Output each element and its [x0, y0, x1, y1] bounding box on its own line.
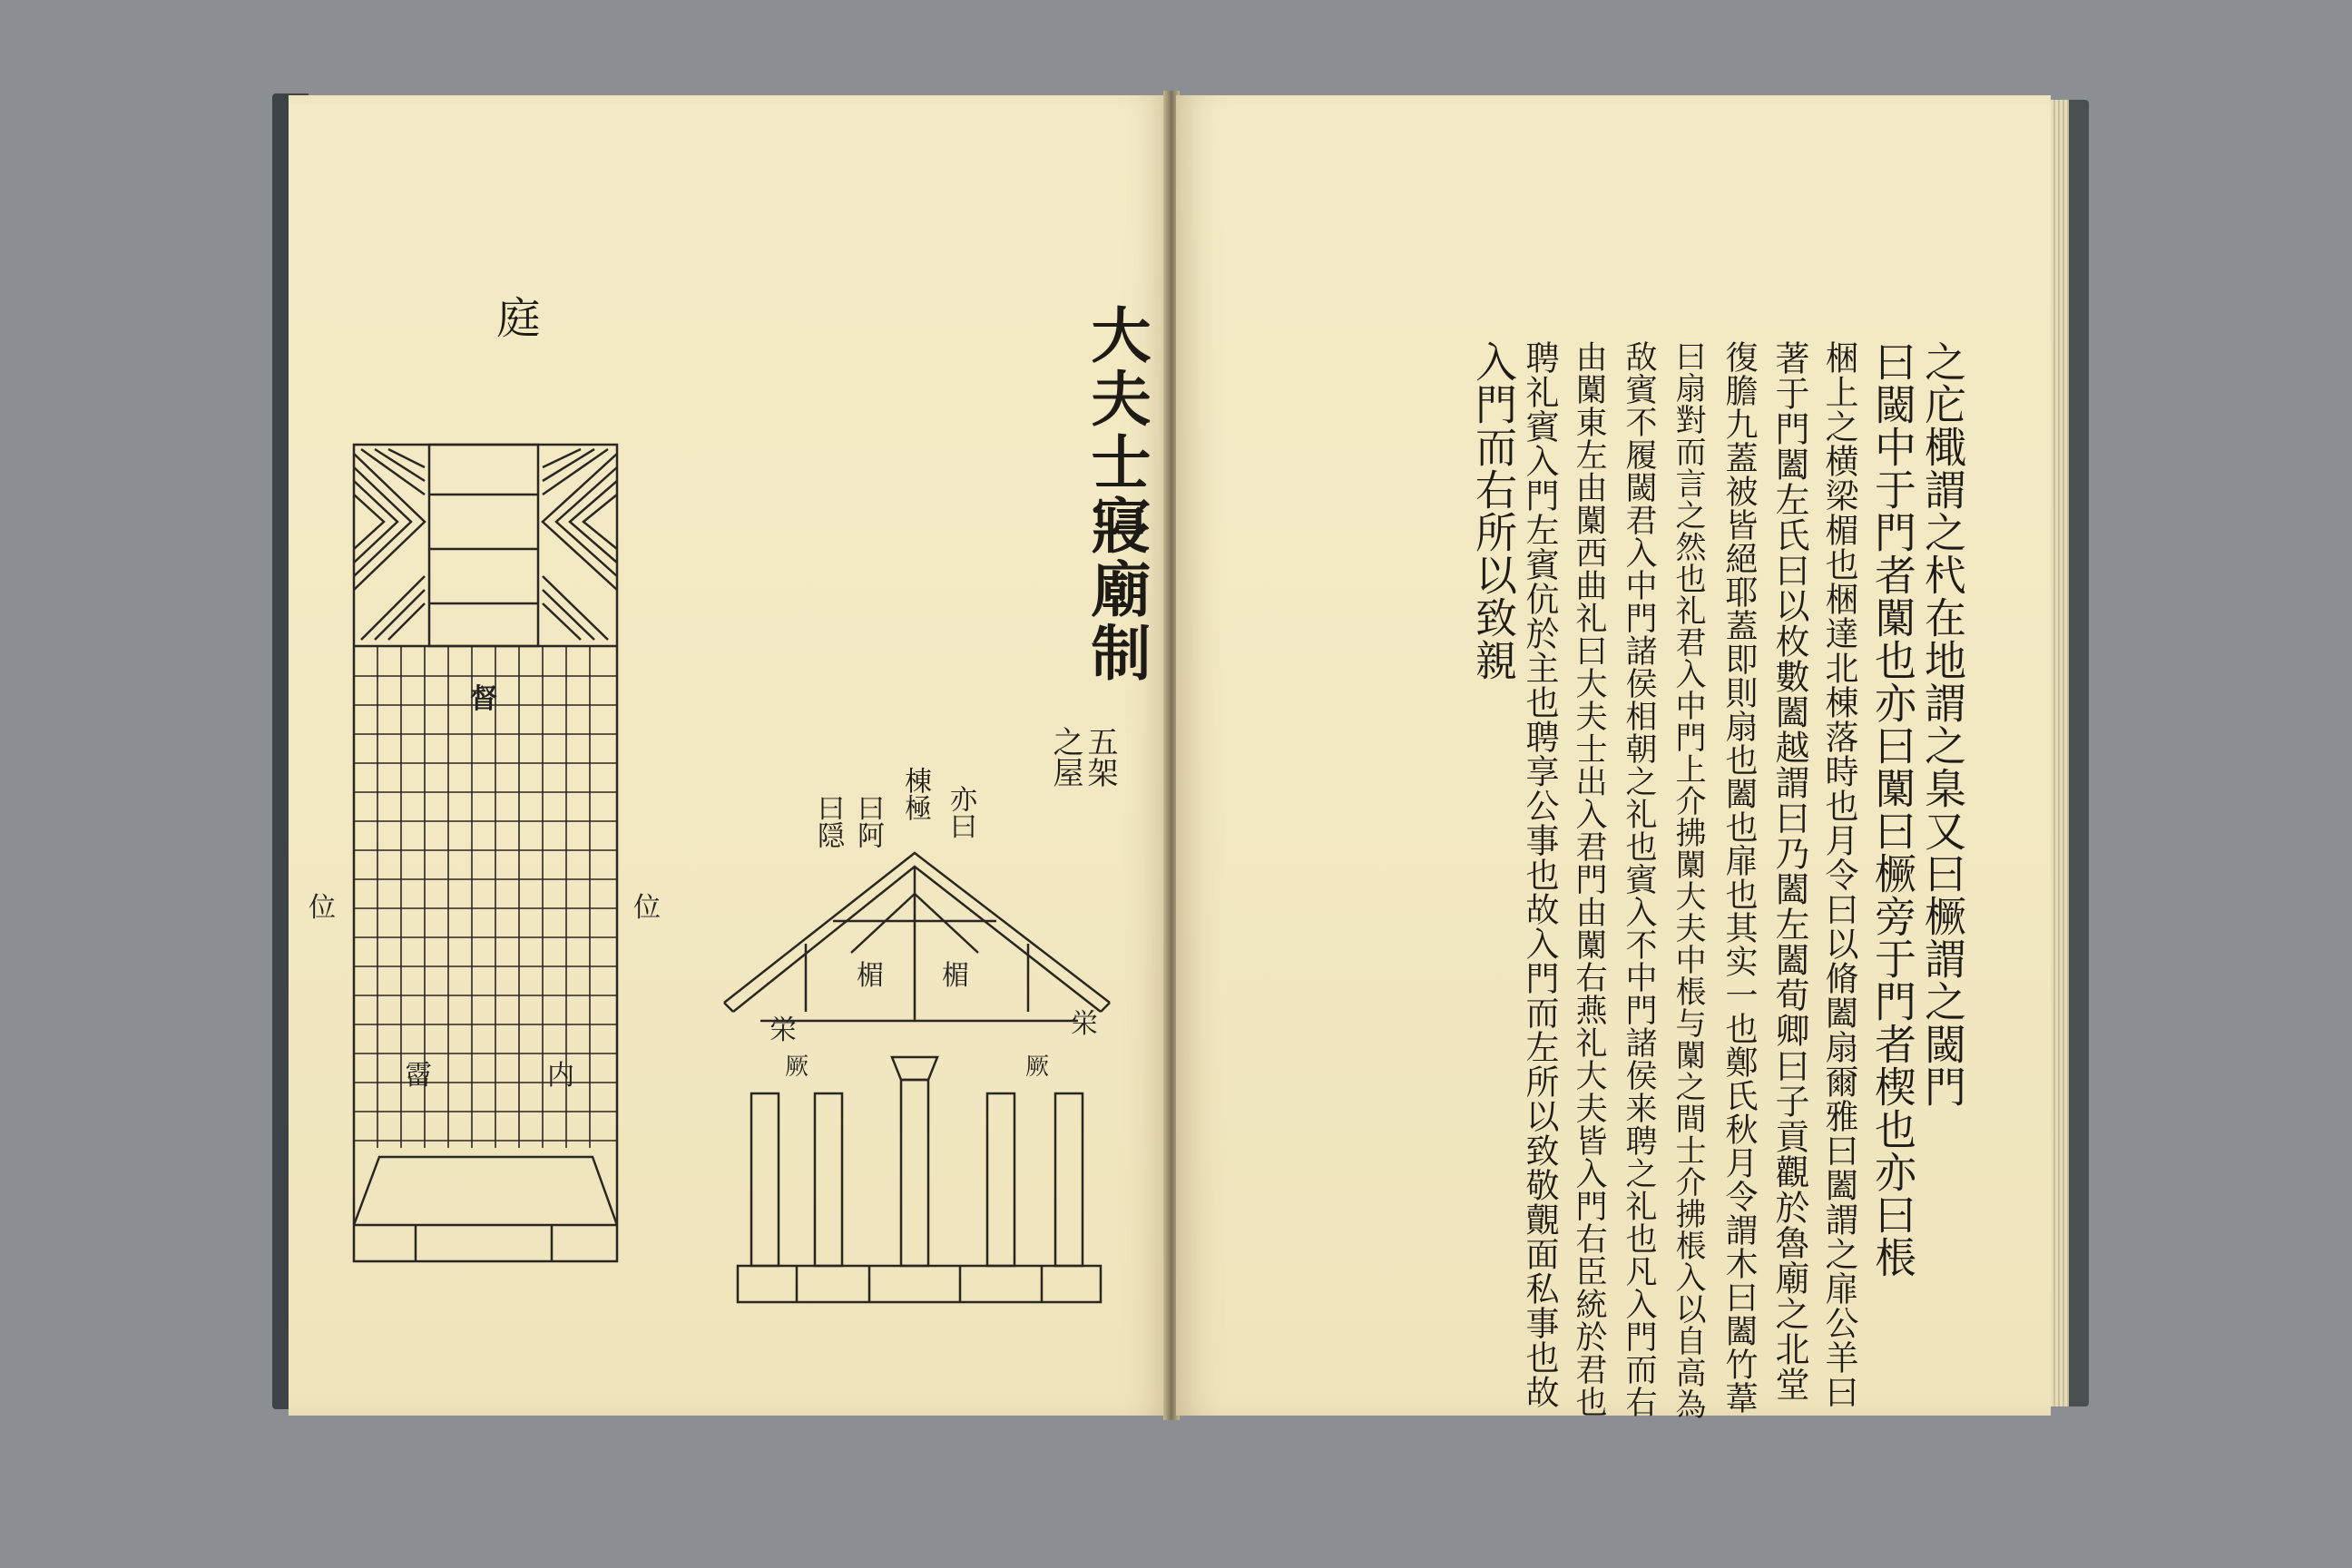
text-column-8: 由闑東左由闑西曲礼曰大夫士出入君門由闑右燕礼大夫皆入門右臣統於君也	[1571, 340, 1607, 1418]
text-column-1: 之庀檝謂之杙在地謂之臬又曰橛謂之閾門	[1918, 340, 1967, 1108]
left-page	[289, 95, 1171, 1416]
elev-label-ridge: 棟極	[899, 767, 931, 821]
elev-label-a: 曰阿	[852, 794, 884, 848]
elev-label-yin: 曰隠	[812, 794, 844, 848]
text-column-5: 復膽九蓋被皆絕耶蓋即則扇也闔也扉也其实一也鄭氏秋月令謂木曰闔竹葦	[1720, 340, 1758, 1415]
plan-label-left-position: 位	[309, 892, 336, 924]
elevation-drawing	[724, 853, 1110, 1302]
floor-plan-drawing	[289, 95, 1171, 1416]
title-note-b: 之屋	[1047, 726, 1083, 788]
plan-label-inner-right: 内	[547, 1060, 574, 1092]
elev-label-eave-left: 栄	[769, 1014, 797, 1046]
elev-label-wing-left: 厥	[785, 1054, 809, 1081]
page-title: 大夫士寢廟制	[1081, 304, 1152, 685]
plan-label-inner-left: 霤	[405, 1060, 432, 1092]
plan-label-right-position: 位	[633, 892, 661, 924]
title-note-a: 五架	[1082, 726, 1118, 788]
text-column-10: 入門而右所以致親	[1469, 340, 1518, 681]
text-column-2: 曰閾中于門者闑也亦曰闑曰橛旁于門者楔也亦曰棖	[1868, 340, 1917, 1279]
elev-label-purlin-left: 楣	[857, 960, 884, 992]
elev-label-also-called: 亦曰	[945, 785, 976, 839]
text-column-6: 曰扇對而言之然也礼君入中門上介拂闑大夫中棖与闑之間士介拂棖入以自高為	[1670, 340, 1706, 1420]
text-column-9: 聘礼賓入門左賓伉於主也聘享公事也故入門而左所以致敬覿面私事也故	[1520, 340, 1559, 1409]
right-page	[1176, 95, 2051, 1420]
plan-label-hall: 督	[470, 683, 497, 715]
courtyard-label: 庭	[489, 295, 540, 338]
text-column-4: 著于門闔左氏曰以枚數闔越謂曰乃闔左闔荀卿曰子貢觀於魯廟之北堂	[1769, 340, 1809, 1402]
elev-label-purlin-right: 楣	[942, 960, 969, 992]
elev-label-eave-right: 栄	[1071, 1008, 1098, 1040]
elev-label-wing-right: 厥	[1025, 1054, 1050, 1081]
text-column-7: 敌賓不履閾君入中門諸侯相朝之礼也賓入不中門諸侯来聘之礼也凡入門而右	[1621, 340, 1657, 1418]
text-column-3: 梱上之横梁楣也梱達北棟落時也月令曰以脩闔扇爾雅曰闔謂之扉公羊曰	[1819, 340, 1858, 1409]
